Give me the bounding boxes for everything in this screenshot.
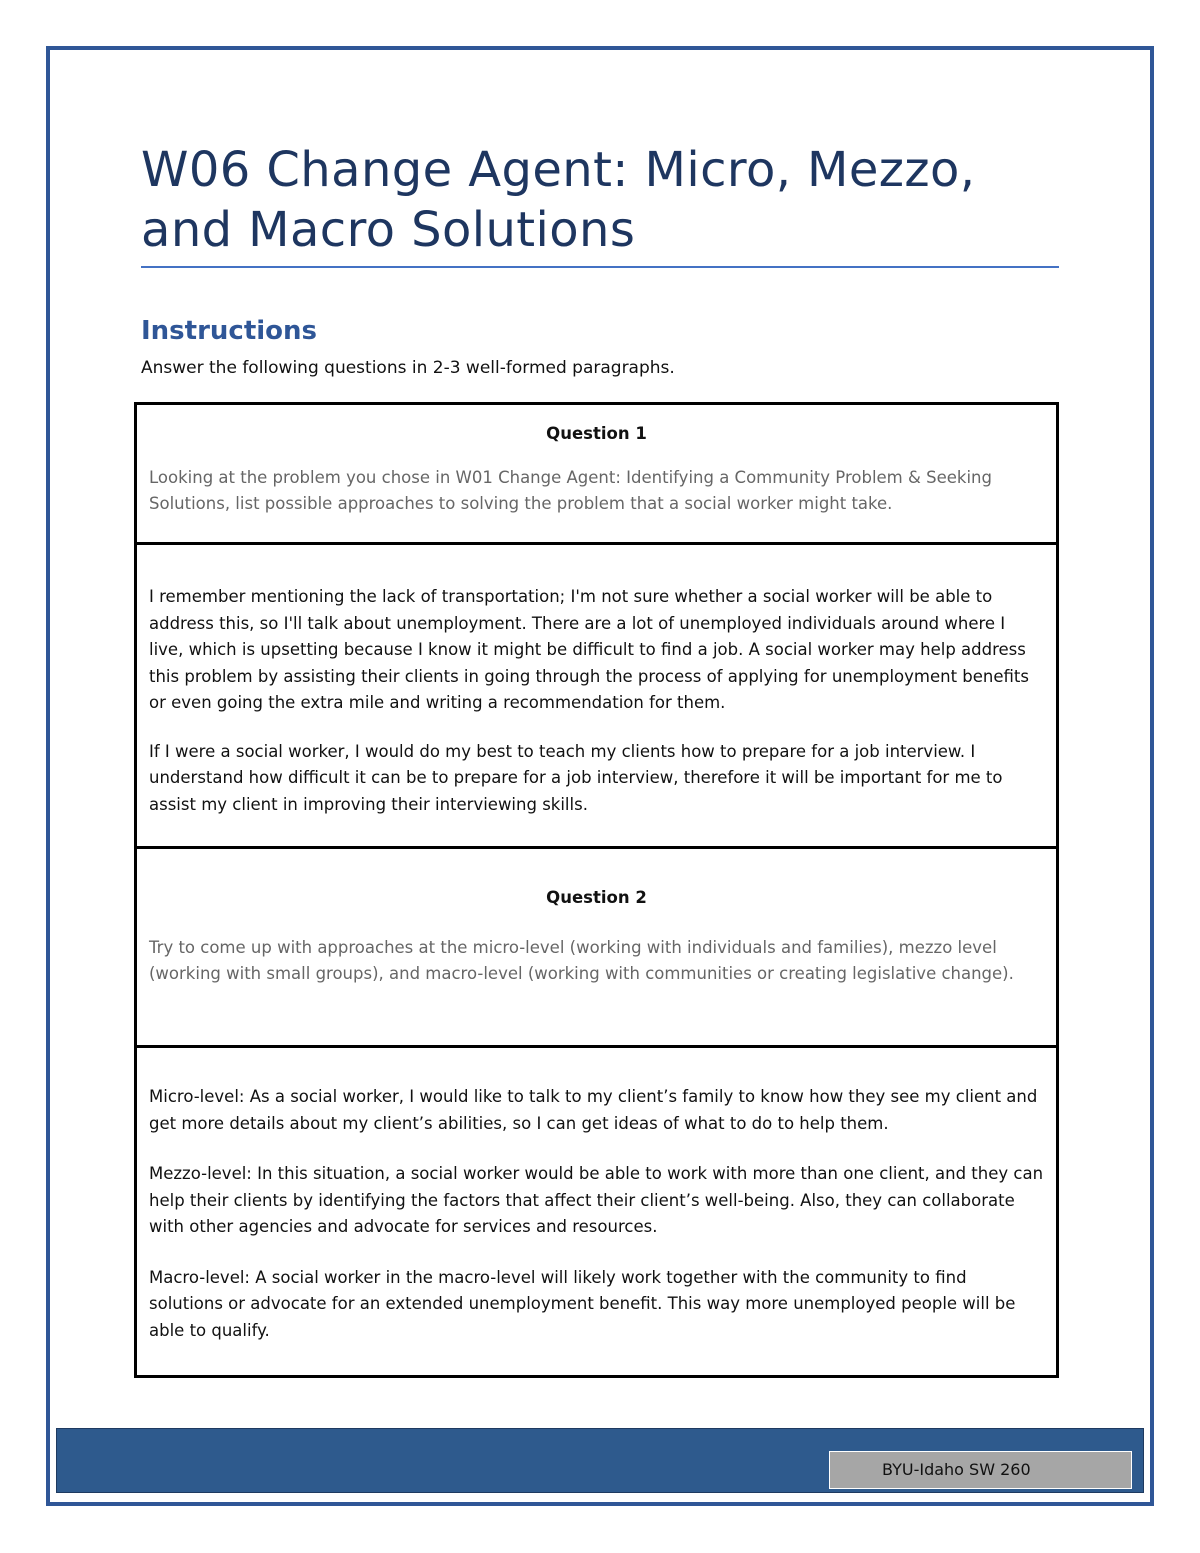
footer-course-label: BYU-Idaho SW 260 xyxy=(829,1451,1132,1489)
question-1-label: Question 1 xyxy=(546,424,647,443)
answer-2-mezzo-level: Mezzo-level: In this situation, a social worker would be able to work with more than one client, and they can help their clients by identifying the factors that affect their client’s well-being. Also, they can collaborate with other agencies and advocate for services and resources. xyxy=(149,1164,1044,1236)
answer-2-macro-level: Macro-level: A social worker in the macro-level will likely work together with the community to find solutions or advocate for an extended unemployment benefit. This way more unemployed people will be able to qualify. xyxy=(149,1267,1016,1340)
question-answer-table xyxy=(134,402,1059,1378)
answer-2-micro-level: Micro-level: As a social worker, I would like to talk to my client’s family to know how they see my client and get more details about my client’s abilities, so I can get ideas of what to do to help them. xyxy=(149,1087,1038,1133)
document-title: W06 Change Agent: Micro, Mezzo, and Macro Solutions xyxy=(141,142,976,258)
question-2-prompt: Try to come up with approaches at the micro-level (working with individuals and families), mezzo level (working with small groups), and macro-level (working with communities or creating legislative change). xyxy=(149,937,1014,983)
question-1-prompt: Looking at the problem you chose in W01 Change Agent: Identifying a Community Problem & Seeking Solutions, list possible approaches to solving the problem that a social worker might take. xyxy=(149,467,992,513)
answer-1-paragraph-1: I remember mentioning the lack of transportation; I'm not sure whether a social worker will be able to address this, so I'll talk about unemployment. There are a lot of unemployed individuals around where I live, which is upsetting because I know it might be difficult to find a job. A social worker may help address this problem by assisting their clients in going through the process of applying for unemployment benefits or even going the extra mile and writing a recommendation for them. xyxy=(149,587,1029,712)
question-1-cell xyxy=(137,405,1056,545)
answer-2-cell xyxy=(137,1048,1056,1375)
instructions-text: Answer the following questions in 2-3 well-formed paragraphs. xyxy=(141,358,675,378)
answer-1-paragraph-2: If I were a social worker, I would do my best to teach my clients how to prepare for a job interview. I understand how difficult it can be to prepare for a job interview, therefore it will be important for me to assist my client in improving their interviewing skills. xyxy=(149,741,1003,814)
question-2-cell xyxy=(137,849,1056,1048)
title-divider xyxy=(141,266,1059,268)
instructions-heading: Instructions xyxy=(141,316,318,346)
answer-1-cell xyxy=(137,545,1056,849)
question-2-label: Question 2 xyxy=(546,888,647,907)
